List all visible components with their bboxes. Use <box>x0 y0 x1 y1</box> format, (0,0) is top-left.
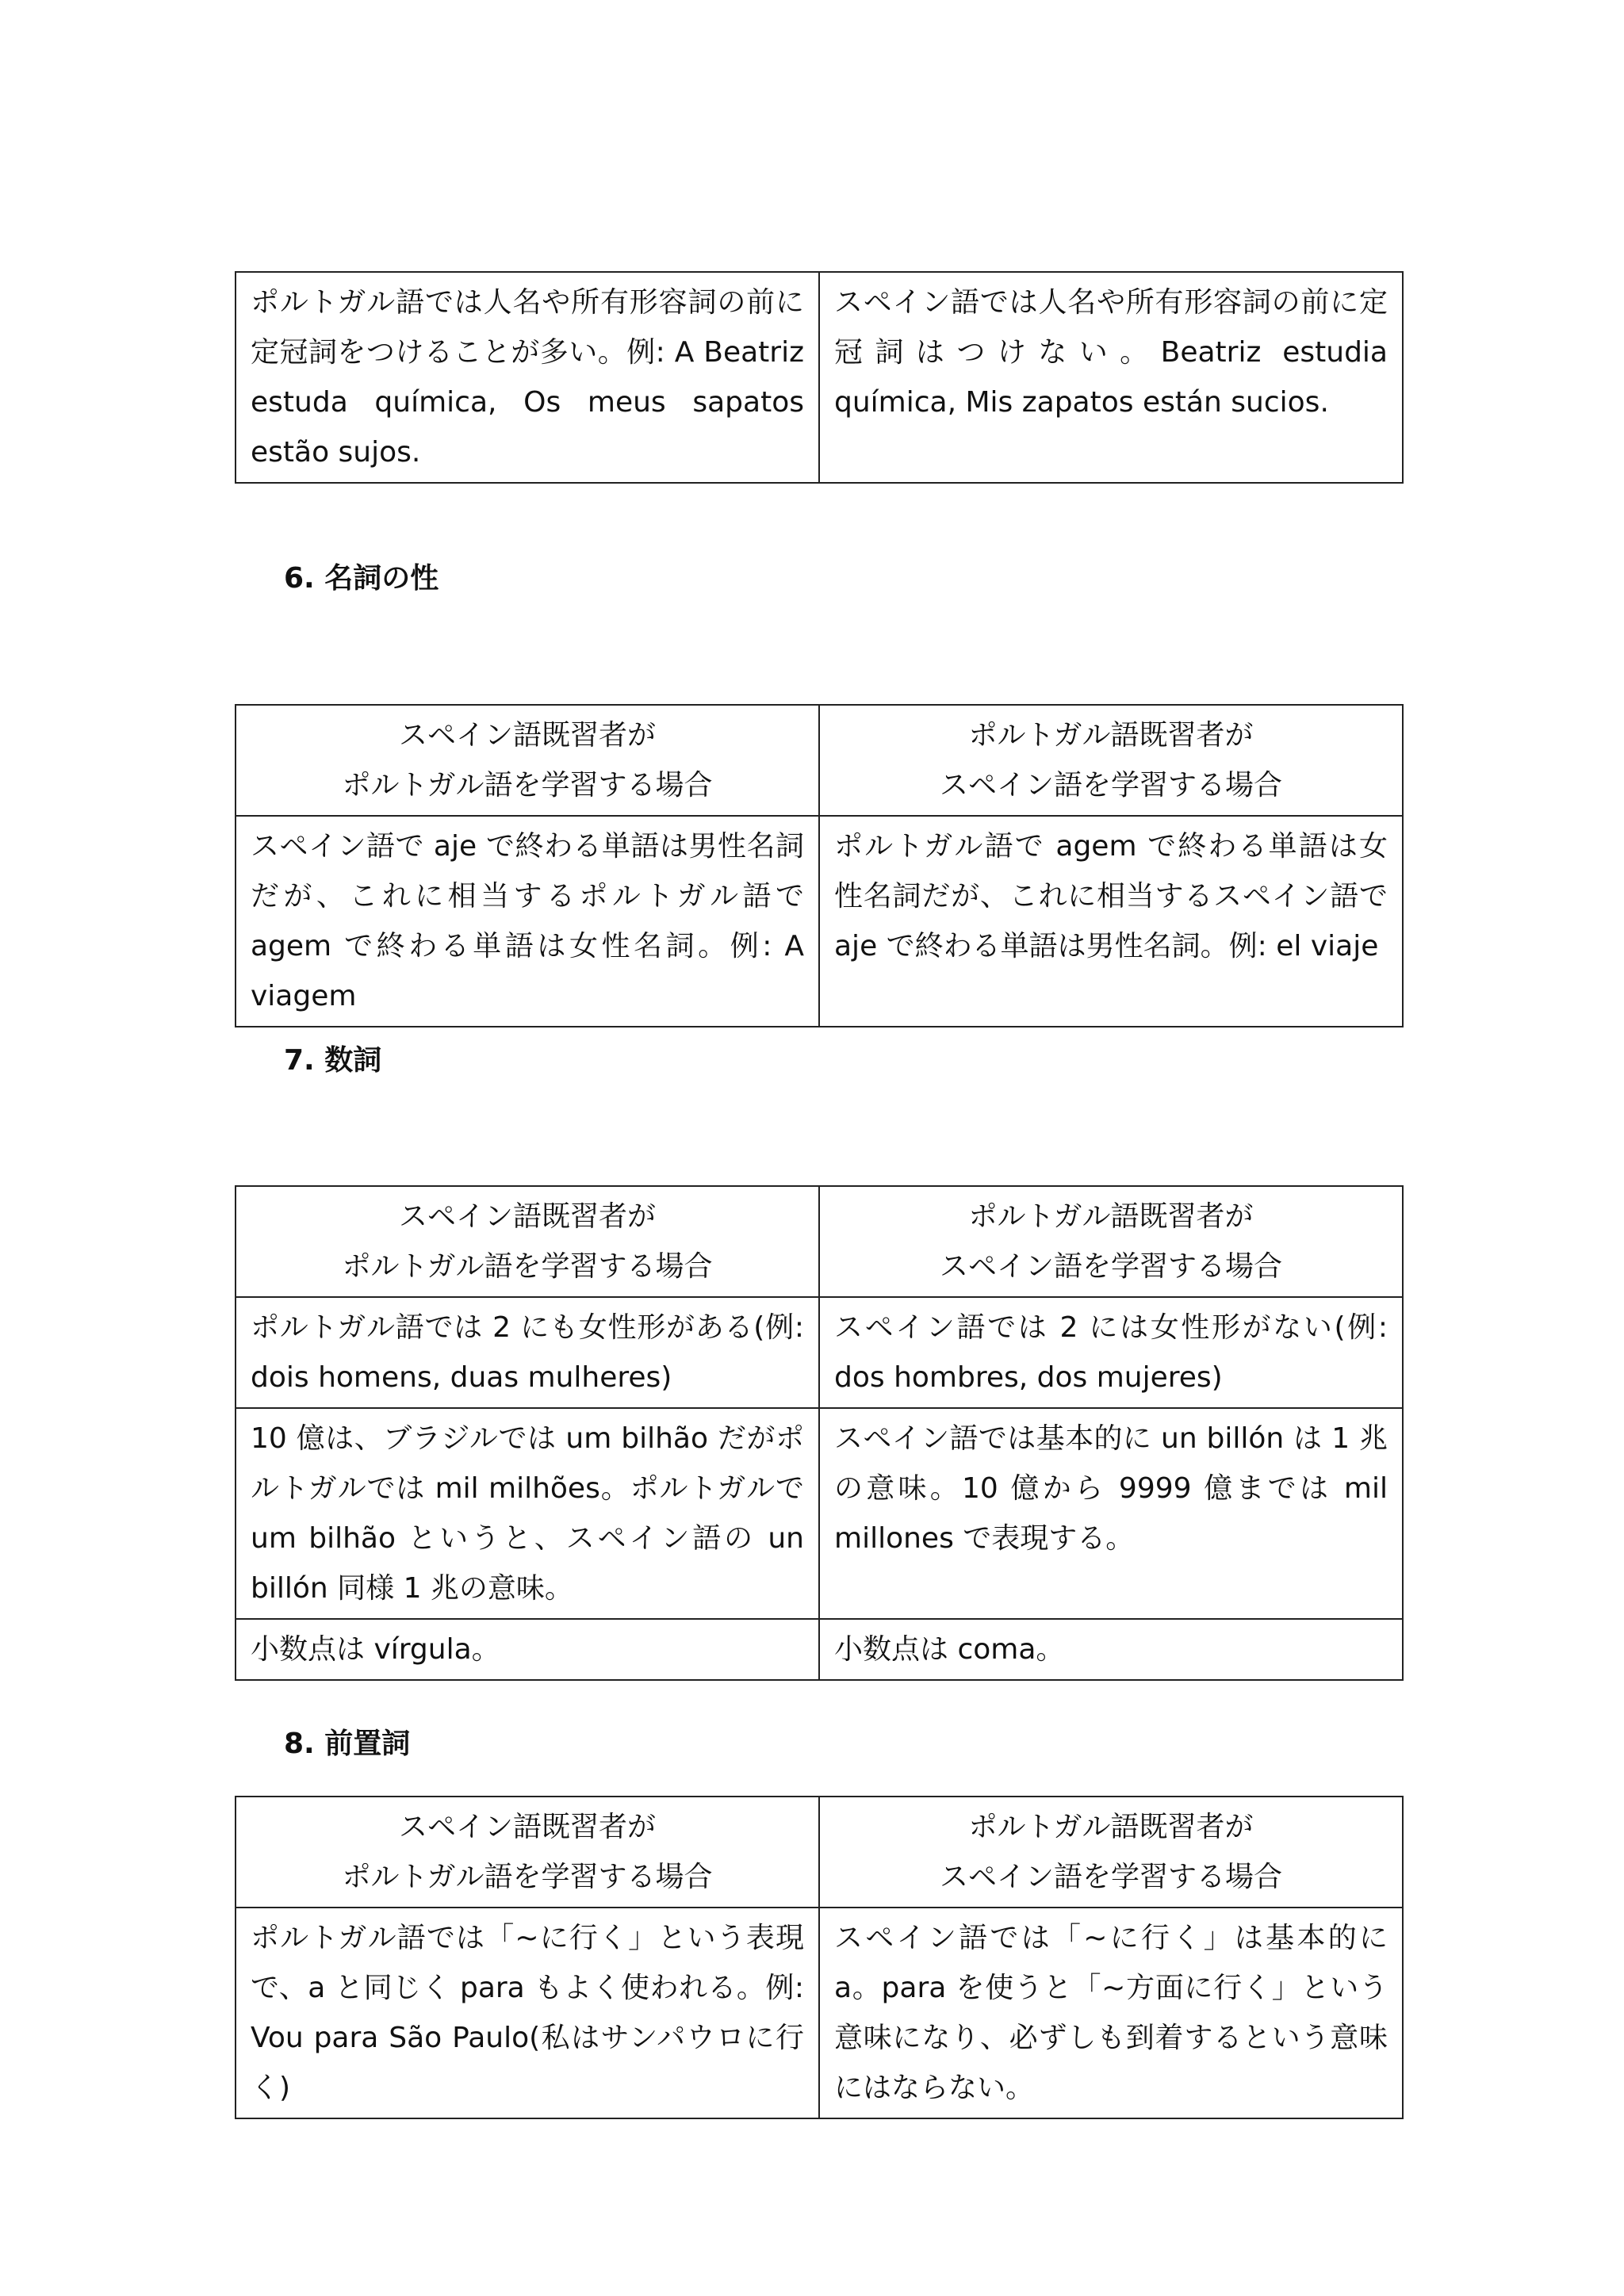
header-cell-spanish-learners <box>236 705 819 816</box>
header-line: スペイン語既習者が <box>398 1811 656 1843</box>
header-line: スペイン語を学習する場合 <box>939 769 1282 802</box>
header-cell-portuguese-learners <box>819 1186 1403 1297</box>
header-line: スペイン語を学習する場合 <box>939 1861 1282 1893</box>
portuguese-cell: ポルトガル語では 2 にも女性形がある(例: dois homens, duas mulheres) <box>236 1297 819 1408</box>
spanish-cell: スペイン語では 2 には女性形がない(例: dos hombres, dos mujeres) <box>819 1297 1403 1408</box>
section-heading-noun-gender: 6. 名詞の性 <box>284 562 439 595</box>
header-line: スペイン語既習者が <box>398 1200 656 1233</box>
table-row <box>236 816 1403 1027</box>
table-row <box>236 1619 1403 1680</box>
spanish-cell: 小数点は coma。 <box>819 1619 1403 1680</box>
spanish-cell: スペイン語では人名や所有形容詞の前に定冠詞はつけない。Beatriz estudia química, Mis zapatos están sucios. <box>819 272 1403 483</box>
table-row <box>236 272 1403 483</box>
table-header-row <box>236 1186 1403 1297</box>
table-row <box>236 1297 1403 1408</box>
noun-gender-table <box>235 704 1404 1027</box>
header-line: スペイン語を学習する場合 <box>939 1250 1282 1283</box>
section-heading-numerals: 7. 数詞 <box>284 1044 382 1077</box>
articles-comparison-table <box>235 271 1404 484</box>
portuguese-cell: 小数点は vírgula。 <box>236 1619 819 1680</box>
section-heading-prepositions: 8. 前置詞 <box>284 1728 411 1760</box>
header-line: ポルトガル語既習者が <box>968 719 1254 752</box>
portuguese-cell: 10 億は、ブラジルでは um bilhão だがポルトガルでは mil milhões。ポルトガルで um bilhão というと、スペイン語の un billón 同様 1 兆の意味。 <box>236 1408 819 1619</box>
spanish-cell: スペイン語では「~に行く」は基本的に a。para を使うと「~方面に行く」という意味になり、必ずしも到着するという意味にはならない。 <box>819 1908 1403 2118</box>
table-row <box>236 1908 1403 2118</box>
table-row <box>236 1408 1403 1619</box>
header-cell-spanish-learners <box>236 1186 819 1297</box>
table-header-row <box>236 705 1403 816</box>
header-cell-spanish-learners <box>236 1797 819 1908</box>
header-line: ポルトガル語を学習する場合 <box>342 1861 713 1893</box>
spanish-cell: スペイン語では基本的に un billón は 1 兆の意味。10 億から 9999 億までは mil millones で表現する。 <box>819 1408 1403 1619</box>
header-line: ポルトガル語既習者が <box>968 1200 1254 1233</box>
header-line: ポルトガル語を学習する場合 <box>342 1250 713 1283</box>
header-line: ポルトガル語既習者が <box>968 1811 1254 1843</box>
portuguese-cell: ポルトガル語では人名や所有形容詞の前に定冠詞をつけることが多い。例: A Beatriz estuda química, Os meus sapatos estão sujos. <box>236 272 819 483</box>
portuguese-cell: ポルトガル語では「~に行く」という表現で、a と同じく para もよく使われる。例: Vou para São Paulo(私はサンパウロに行く) <box>236 1908 819 2118</box>
numerals-table <box>235 1185 1404 1681</box>
header-cell-portuguese-learners <box>819 705 1403 816</box>
table-header-row <box>236 1797 1403 1908</box>
spanish-cell: ポルトガル語で agem で終わる単語は女性名詞だが、これに相当するスペイン語で aje で終わる単語は男性名詞。例: el viaje <box>819 816 1403 1027</box>
header-line: スペイン語既習者が <box>398 719 656 752</box>
header-line: ポルトガル語を学習する場合 <box>342 769 713 802</box>
prepositions-table <box>235 1796 1404 2119</box>
portuguese-cell: スペイン語で aje で終わる単語は男性名詞だが、これに相当するポルトガル語で agem で終わる単語は女性名詞。例: A viagem <box>236 816 819 1027</box>
header-cell-portuguese-learners <box>819 1797 1403 1908</box>
